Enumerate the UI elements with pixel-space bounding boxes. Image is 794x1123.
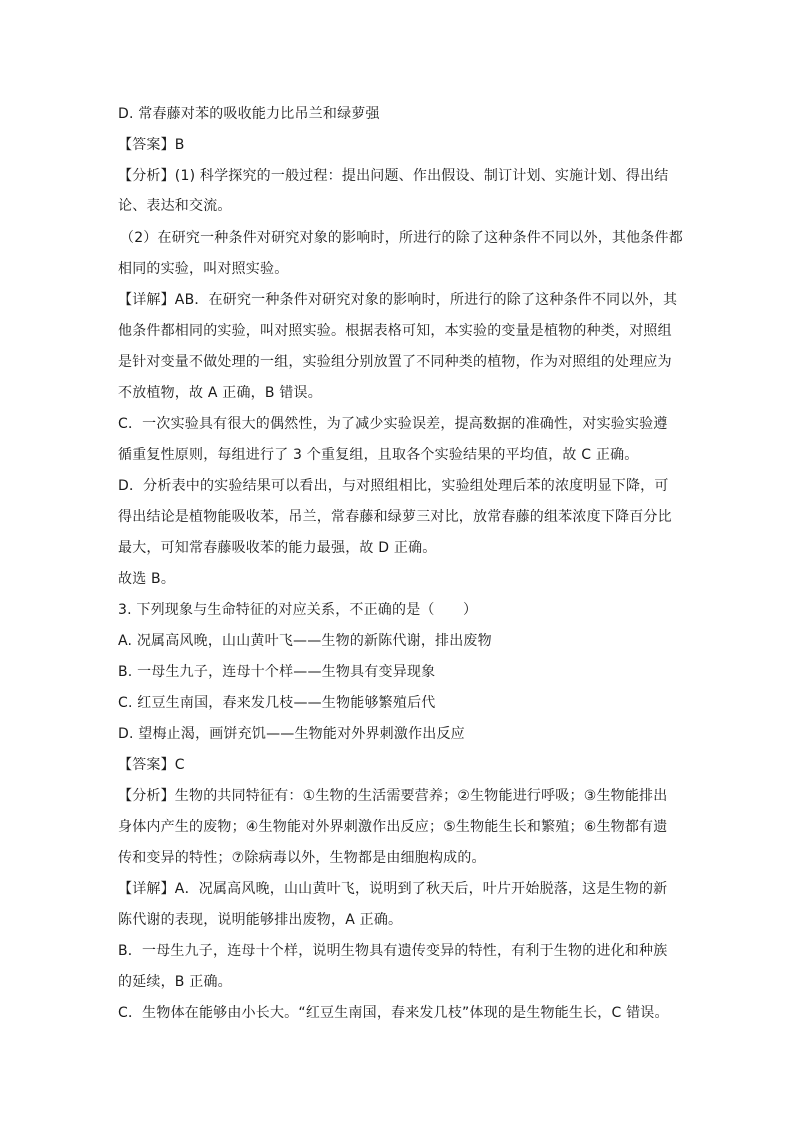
analysis-line-1: 【分析】(1) 科学探究的一般过程：提出问题、作出假设、制订计划、实施计划、得出结: [118, 168, 669, 184]
analysis-2-line-3: 传和变异的特性；⑦除病毒以外，生物都是由细胞构成的。: [118, 850, 486, 866]
option-d-line: D. 常春藤对苯的吸收能力比吊兰和绿萝强: [118, 106, 380, 122]
explanation-line-7: D．分析表中的实验结果可以看出，与对照组相比，实验组处理后苯的浓度明显下降，可: [118, 478, 669, 494]
analysis-line-2: 论、表达和交流。: [118, 198, 232, 214]
analysis-line-4: 相同的实验，叫对照实验。: [118, 261, 289, 277]
question-3-option-c: C. 红豆生南国，春来发几枝——生物能够繁殖后代: [118, 695, 436, 711]
explanation-2-line-3: B．一母生九子，连母十个样，说明生物具有遗传变异的特性，有利于生物的进化和种族: [118, 943, 668, 959]
conclusion-line: 故选 B。: [118, 571, 176, 587]
analysis-line-3: （2）在研究一种条件对研究对象的影响时，所进行的除了这种条件不同以外，其他条件都: [120, 230, 683, 246]
explanation-2-line-2: 陈代谢的表现，说明能够排出废物，A 正确。: [118, 912, 403, 928]
explanation-2-line-1: 【详解】A．况属高风晚，山山黄叶飞，说明到了秋天后，叶片开始脱落，这是生物的新: [118, 881, 668, 897]
explanation-line-2: 他条件都相同的实验，叫对照实验。根据表格可知，本实验的变量是植物的种类，对照组: [118, 323, 672, 339]
question-3-option-b: B. 一母生九子，连母十个样——生物具有变异现象: [118, 664, 436, 680]
explanation-line-5: C．一次实验具有很大的偶然性，为了减少实验误差，提高数据的准确性，对实验实验遵: [118, 416, 668, 432]
question-3-stem: 3. 下列现象与生命特征的对应关系，不正确的是（ ）: [118, 602, 478, 618]
answer-label: 【答案】B: [118, 137, 185, 153]
explanation-2-line-4: 的延续，B 正确。: [118, 974, 232, 990]
explanation-line-9: 最大，可知常春藤吸收苯的能力最强，故 D 正确。: [118, 540, 437, 556]
question-3-option-d: D. 望梅止渴，画饼充饥——生物能对外界刺激作出反应: [118, 726, 465, 742]
explanation-line-4: 不放植物，故 A 正确，B 错误。: [118, 385, 322, 401]
explanation-line-6: 循重复性原则，每组进行了 3 个重复组，且取各个实验结果的平均值，故 C 正确。: [118, 447, 639, 463]
explanation-2-line-5: C．生物体在能够由小长大。“红豆生南国，春来发几枝”体现的是生物能生长，C 错误。: [118, 1005, 669, 1021]
analysis-2-line-1: 【分析】生物的共同特征有：①生物的生活需要营养；②生物能进行呼吸；③生物能排出: [118, 788, 668, 804]
question-3-option-a: A. 况属高风晚，山山黄叶飞——生物的新陈代谢，排出废物: [118, 633, 492, 649]
analysis-2-line-2: 身体内产生的废物；④生物能对外界刺激作出反应；⑤生物能生长和繁殖；⑥生物都有遗: [118, 819, 668, 835]
explanation-line-1: 【详解】AB．在研究一种条件对研究对象的影响时，所进行的除了这种条件不同以外，其: [118, 292, 678, 308]
explanation-line-8: 得出结论是植物能吸收苯，吊兰，常春藤和绿萝三对比，放常春藤的组苯浓度下降百分比: [118, 509, 672, 525]
answer-label-2: 【答案】C: [118, 757, 185, 773]
explanation-line-3: 是针对变量不做处理的一组，实验组分别放置了不同种类的植物，作为对照组的处理应为: [118, 354, 672, 370]
